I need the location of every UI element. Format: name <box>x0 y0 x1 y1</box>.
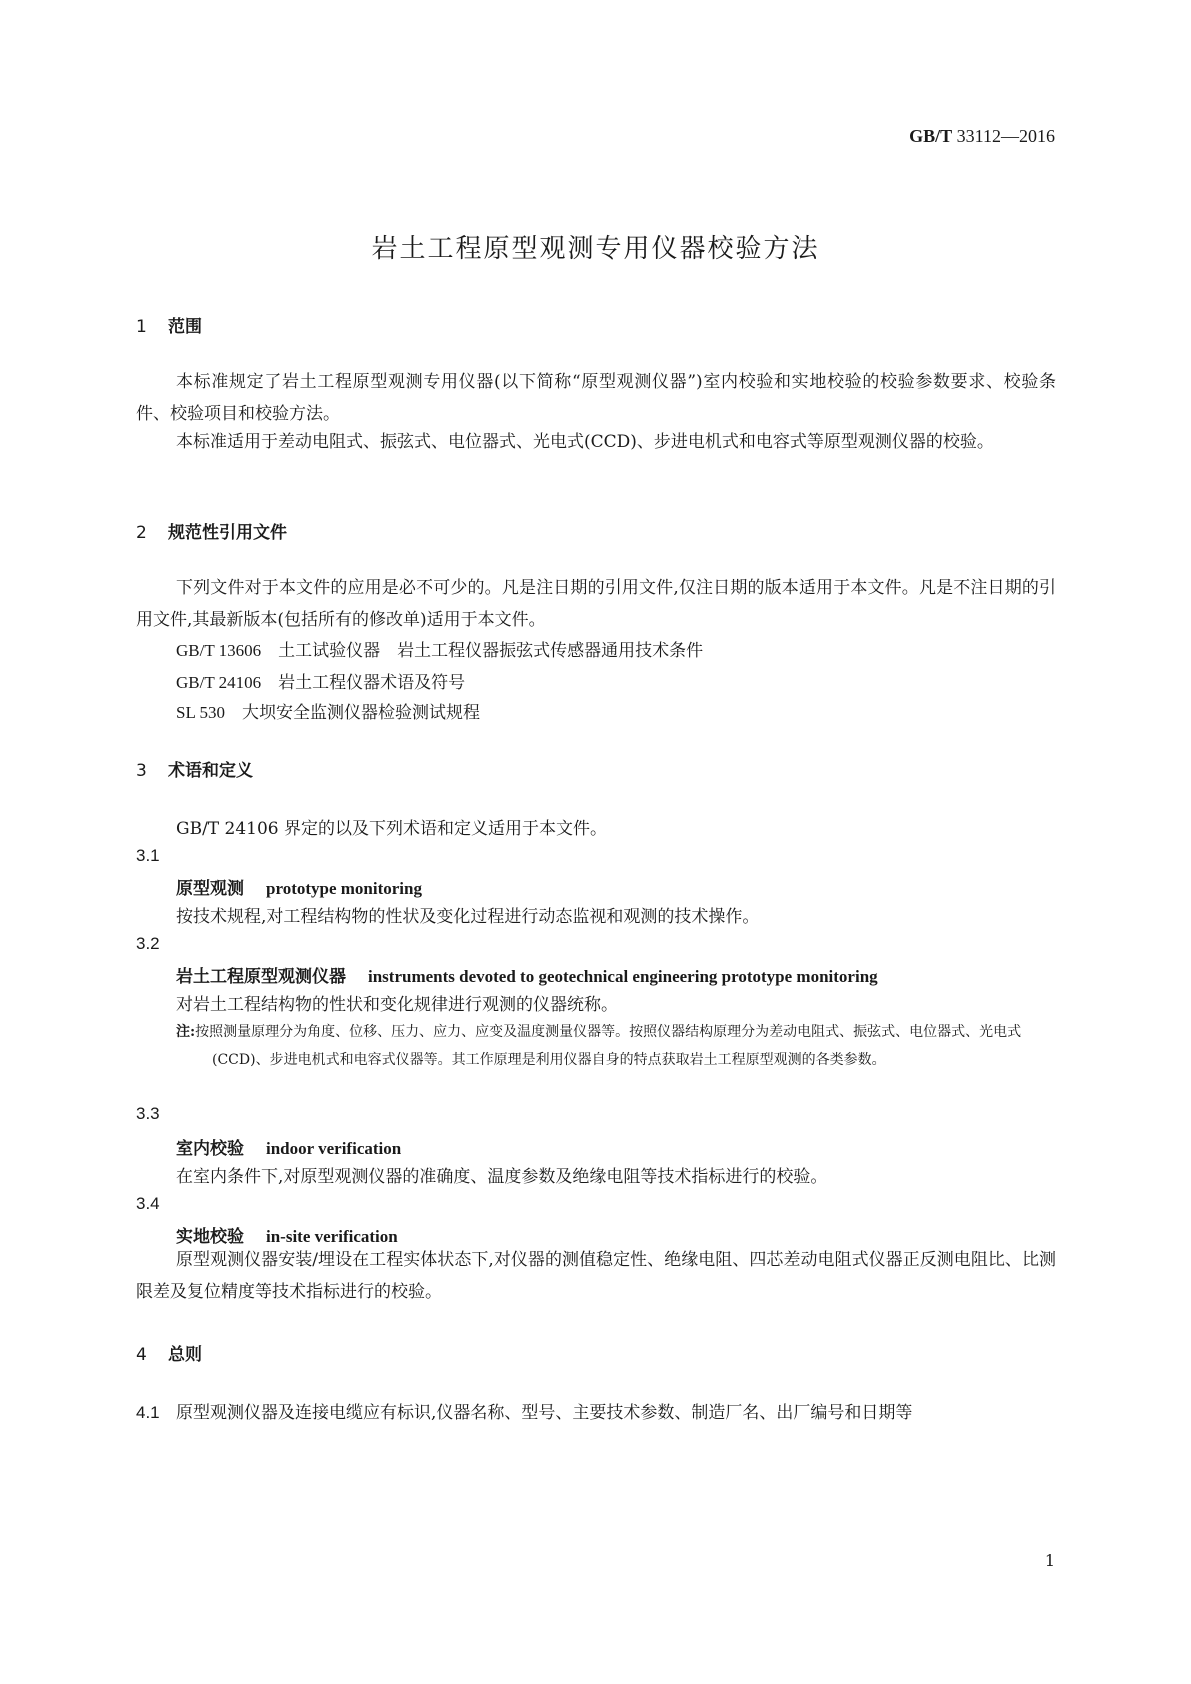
standard-code <box>909 126 1055 147</box>
term-heading <box>176 874 422 899</box>
term-heading <box>176 962 878 987</box>
clause-4-1 <box>136 1398 912 1423</box>
section-number: 4 <box>136 1345 147 1365</box>
term-number: 3.4 <box>136 1194 160 1213</box>
term-heading <box>176 1134 401 1159</box>
section-4-heading <box>136 1340 202 1365</box>
term-zh: 原型观测 <box>176 879 244 899</box>
section-number: 2 <box>136 523 147 543</box>
clause-text: 原型观测仪器及连接电缆应有标识,仪器名称、型号、主要技术参数、制造厂名、出厂编号和日期等 <box>176 1403 913 1423</box>
term-definition: 按技术规程,对工程结构物的性状及变化过程进行动态监视和观测的技术操作。 <box>176 907 760 927</box>
term-definition: 对岩土工程结构物的性状和变化规律进行观测的仪器统称。 <box>176 995 618 1015</box>
note-text: 按照测量原理分为角度、位移、压力、应力、应变及温度测量仪器等。按照仪器结构原理分为差动电阻式、振弦式、电位器式、光电式(CCD)、步进电机式和电容式仪器等。其工作原理是利用仪器自身的特点获取岩土工程原型观测的各类参数。 <box>195 1024 1022 1068</box>
term-zh: 室内校验 <box>176 1139 244 1159</box>
term-zh: 岩土工程原型观测仪器 <box>176 967 346 987</box>
term-zh: 实地校验 <box>176 1227 244 1247</box>
section-3-heading <box>136 756 253 781</box>
term-en: in-site verification <box>266 1227 398 1246</box>
reference-code: GB/T 13606 <box>176 641 262 660</box>
term-en: indoor verification <box>266 1139 402 1158</box>
section-number: 1 <box>136 317 147 337</box>
reference-title: 大坝安全监测仪器检验测试规程 <box>241 703 480 723</box>
section-1-paragraph-1: 本标准规定了岩土工程原型观测专用仪器(以下简称“原型观测仪器”)室内校验和实地校验的校验参数要求、校验条件、校验项目和校验方法。 <box>136 372 1056 424</box>
term-number: 3.1 <box>136 846 160 865</box>
section-title: 总则 <box>168 1345 202 1365</box>
reference-title: 岩土工程仪器术语及符号 <box>278 673 466 693</box>
section-title: 术语和定义 <box>168 761 253 781</box>
reference-title: 土工试验仪器 岩土工程仪器振弦式传感器通用技术条件 <box>278 641 704 661</box>
document-title: 岩土工程原型观测专用仪器校验方法 <box>371 234 820 264</box>
section-3-intro: GB/T 24106 界定的以及下列术语和定义适用于本文件。 <box>176 819 608 839</box>
reference-item <box>176 668 465 693</box>
term-definition: 在室内条件下,对原型观测仪器的准确度、温度参数及绝缘电阻等技术指标进行的校验。 <box>176 1167 828 1187</box>
term-note <box>176 1018 1056 1074</box>
reference-code: GB/T 24106 <box>176 673 262 692</box>
term-number: 3.2 <box>136 934 160 953</box>
page-number: 1 <box>1044 1551 1055 1570</box>
section-1-heading <box>136 312 202 337</box>
section-title: 规范性引用文件 <box>168 523 287 543</box>
section-1-paragraph-2: 本标准适用于差动电阻式、振弦式、电位器式、光电式(CCD)、步进电机式和电容式等原型观测仪器的校验。 <box>176 432 994 452</box>
reference-item <box>176 698 480 723</box>
reference-item <box>176 636 703 661</box>
term-number: 3.3 <box>136 1104 160 1123</box>
standard-prefix: GB/T <box>909 126 953 146</box>
term-definition: 原型观测仪器安装/埋设在工程实体状态下,对仪器的测值稳定性、绝缘电阻、四芯差动电阻式仪器正反测电阻比、比测限差及复位精度等技术指标进行的校验。 <box>136 1250 1056 1302</box>
reference-code: SL 530 <box>176 703 225 722</box>
note-label: 注: <box>176 1024 196 1040</box>
term-en: prototype monitoring <box>266 879 422 898</box>
section-2-heading <box>136 518 287 543</box>
section-number: 3 <box>136 761 147 781</box>
section-title: 范围 <box>168 317 202 337</box>
term-en: instruments devoted to geotechnical engineering prototype monitoring <box>368 967 878 986</box>
clause-number: 4.1 <box>136 1403 160 1422</box>
standard-number: 33112—2016 <box>956 126 1055 146</box>
section-2-paragraph-1: 下列文件对于本文件的应用是必不可少的。凡是注日期的引用文件,仅注日期的版本适用于本文件。凡是不注日期的引用文件,其最新版本(包括所有的修改单)适用于本文件。 <box>136 578 1056 630</box>
